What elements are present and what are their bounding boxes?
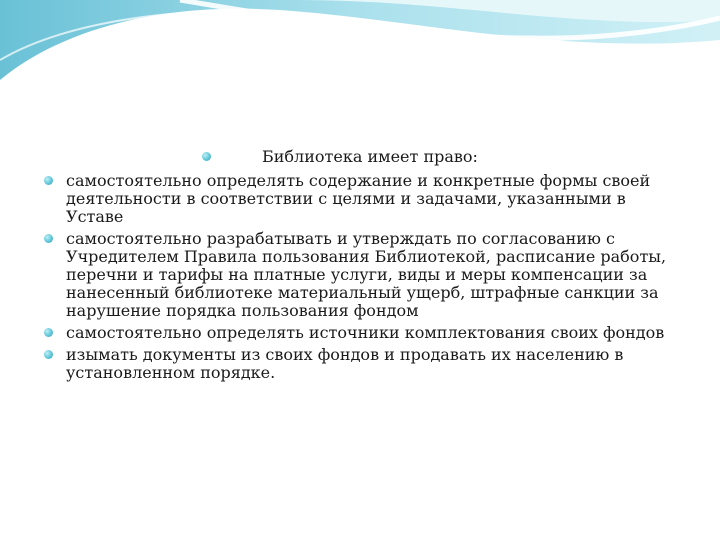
slide-heading: Библиотека имеет право: [262,147,478,166]
list-item [44,230,684,320]
slide-heading-row [44,148,684,168]
list-item [44,172,684,226]
bullet-icon [44,328,53,337]
decorative-wave-header [0,0,720,90]
bullet-icon [202,152,211,161]
list-item-text: самостоятельно определять содержание и конкретные формы своей деятельности в соответствии с целями и задачами, указанными в Уставе [66,171,651,226]
bullet-list [44,172,684,382]
list-item-text: изымать документы из своих фондов и продавать их населению в установленном порядке. [66,345,624,382]
bullet-icon [44,350,53,359]
list-item-text: самостоятельно разрабатывать и утверждать по согласованию с Учредителем Правила пользования Библиотекой, расписание работы, перечни и тарифы на платные услуги, виды и меры компенсации за нанесенный библиотеке материальный ущерб, штрафные санкции за нарушение порядка пользования фондом [66,229,667,320]
list-item [44,324,684,342]
list-item [44,346,684,382]
bullet-icon [44,234,53,243]
slide-body [44,148,684,386]
list-item-text: самостоятельно определять источники комплектования своих фондов [66,323,665,342]
bullet-icon [44,176,53,185]
